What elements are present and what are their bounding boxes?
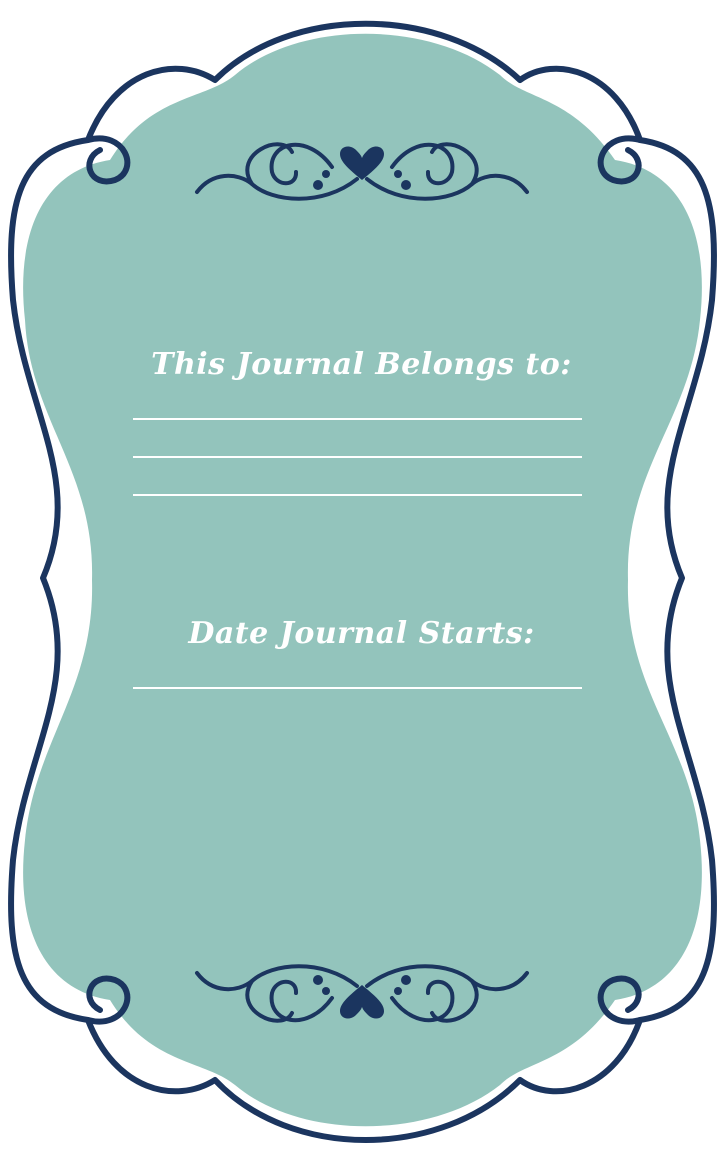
owner-write-line-2[interactable]: [133, 456, 582, 458]
owner-write-line-3[interactable]: [133, 494, 582, 496]
frame-panel: [23, 34, 702, 1127]
date-label: Date Journal Starts:: [188, 616, 535, 651]
owner-write-line-1[interactable]: [133, 418, 582, 420]
owner-label: This Journal Belongs to:: [151, 347, 572, 382]
date-write-line[interactable]: [133, 687, 582, 689]
